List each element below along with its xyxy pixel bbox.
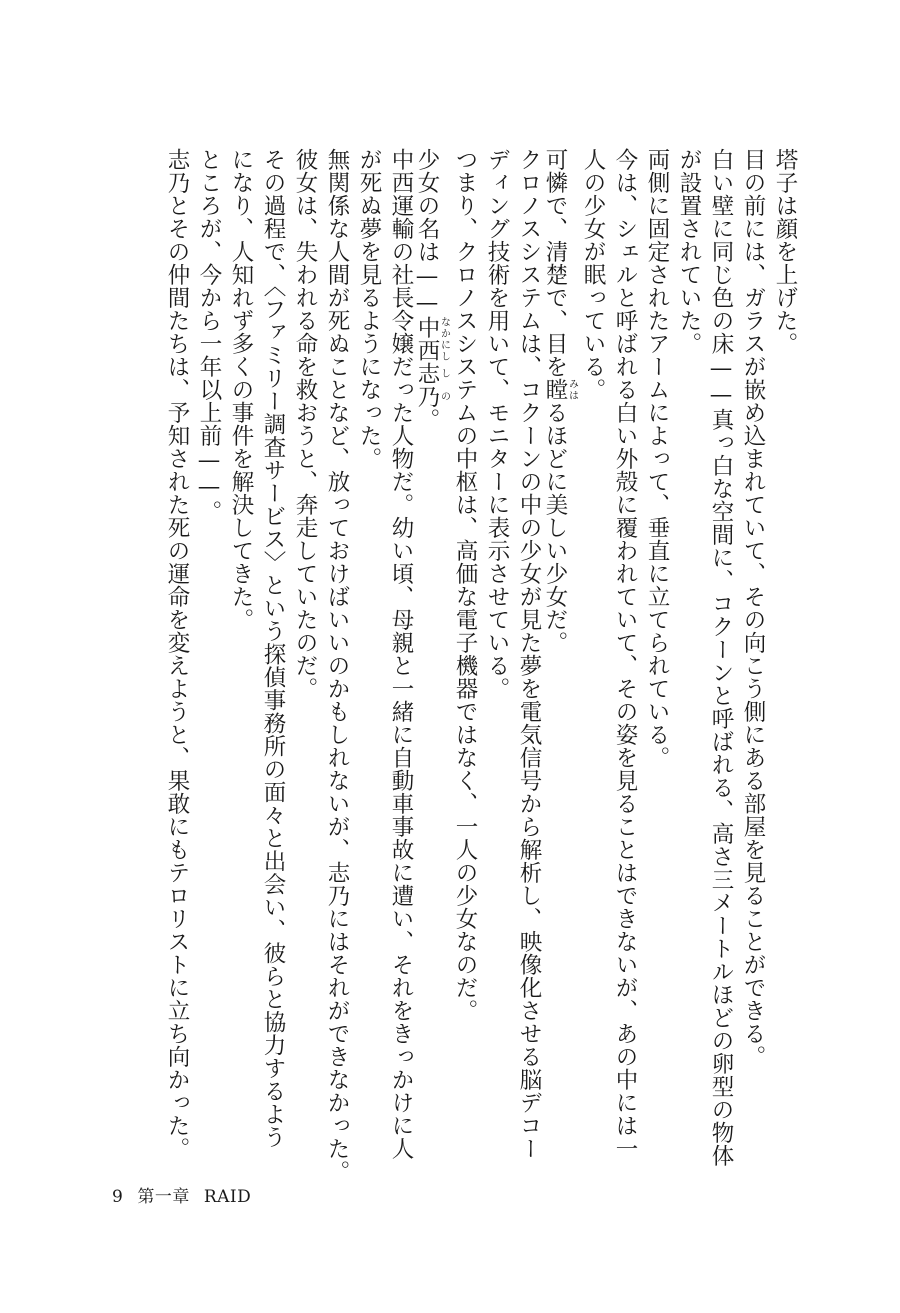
text-line-15: 無関係な人間が死ぬことなど、放っておけばいいのかもしれないが、志乃にはそれができなかった。 (324, 148, 350, 1183)
text-line-19: ところが、今から一年以上前——。 (196, 148, 222, 523)
text-line-20: 志乃とその仲間たちは、予知された死の運命を変えようと、果敢にもテロリストに立ち向かった。 (164, 148, 190, 1160)
page-number: 9 (112, 1187, 124, 1207)
line-8-start: 可憐で、清楚で、目を (542, 148, 568, 378)
text-line-11: つまり、クロノスシステムの中枢は、高価な電子機器ではなく、一人の少女なのだ。 (452, 148, 478, 1022)
text-line-4: が設置されていた。 (676, 148, 702, 355)
chapter-label: 第一章 (137, 1187, 190, 1207)
line-8-end: るほどに美しい少女だ。 (542, 401, 568, 654)
text-line-3: 白い壁に同じ色の床——真っ白な空間に、コクーンと呼ばれる、高さ三メートルほどの卵型の物体 (708, 148, 734, 1167)
text-line-7: 人の少女が眠っている。 (580, 148, 606, 401)
text-line-13: 中西運輸の社長令嬢だった人物だ。幼い頃、母親と一緒に自動車事故に遭い、それをきっかけに人 (388, 148, 414, 1160)
ruby-nakanishi: 中西なかにし (414, 316, 450, 362)
text-line-5: 両側に固定されたアームによって、垂直に立てられている。 (644, 148, 670, 769)
text-line-12 (414, 148, 450, 431)
ruby-miharu: 瞠みは (542, 378, 578, 401)
text-line-16: 彼女は、失われる命を救おうと、奔走していたのだ。 (292, 148, 318, 700)
text-line-10: ディング技術を用いて、モニターに表示させている。 (484, 148, 510, 700)
line-12-start: 少女の名は—— (414, 148, 440, 316)
text-line-2: 目の前には、ガラスが嵌め込まれていて、その向こう側にある部屋を見ることができる。 (740, 148, 766, 1068)
text-line-9: クロノスシステムは、コクーンの中の少女が見た夢を電気信号から解析し、映像化させる脳デコー (516, 148, 542, 1160)
text-line-17: その過程で、〈ファミリー調査サービス〉という探偵事務所の面々と出会い、彼らと協力するよう (260, 148, 286, 1149)
text-line-1: 塔子は顔を上げた。 (772, 148, 798, 355)
ruby-shino: 志乃しの (414, 362, 450, 408)
text-line-6: 今は、シェルと呼ばれる白い外殻に覆われていて、その姿を見ることはできないが、あの中には一 (612, 148, 638, 1160)
text-line-8 (542, 148, 578, 654)
page-footer (112, 1182, 251, 1207)
line-12-end: 。 (414, 408, 440, 431)
chapter-title: RAID (203, 1187, 252, 1207)
text-line-18: になり、人知れず多くの事件を解決してきた。 (228, 148, 254, 631)
text-line-14: が死ぬ夢を見るようになった。 (356, 148, 382, 470)
